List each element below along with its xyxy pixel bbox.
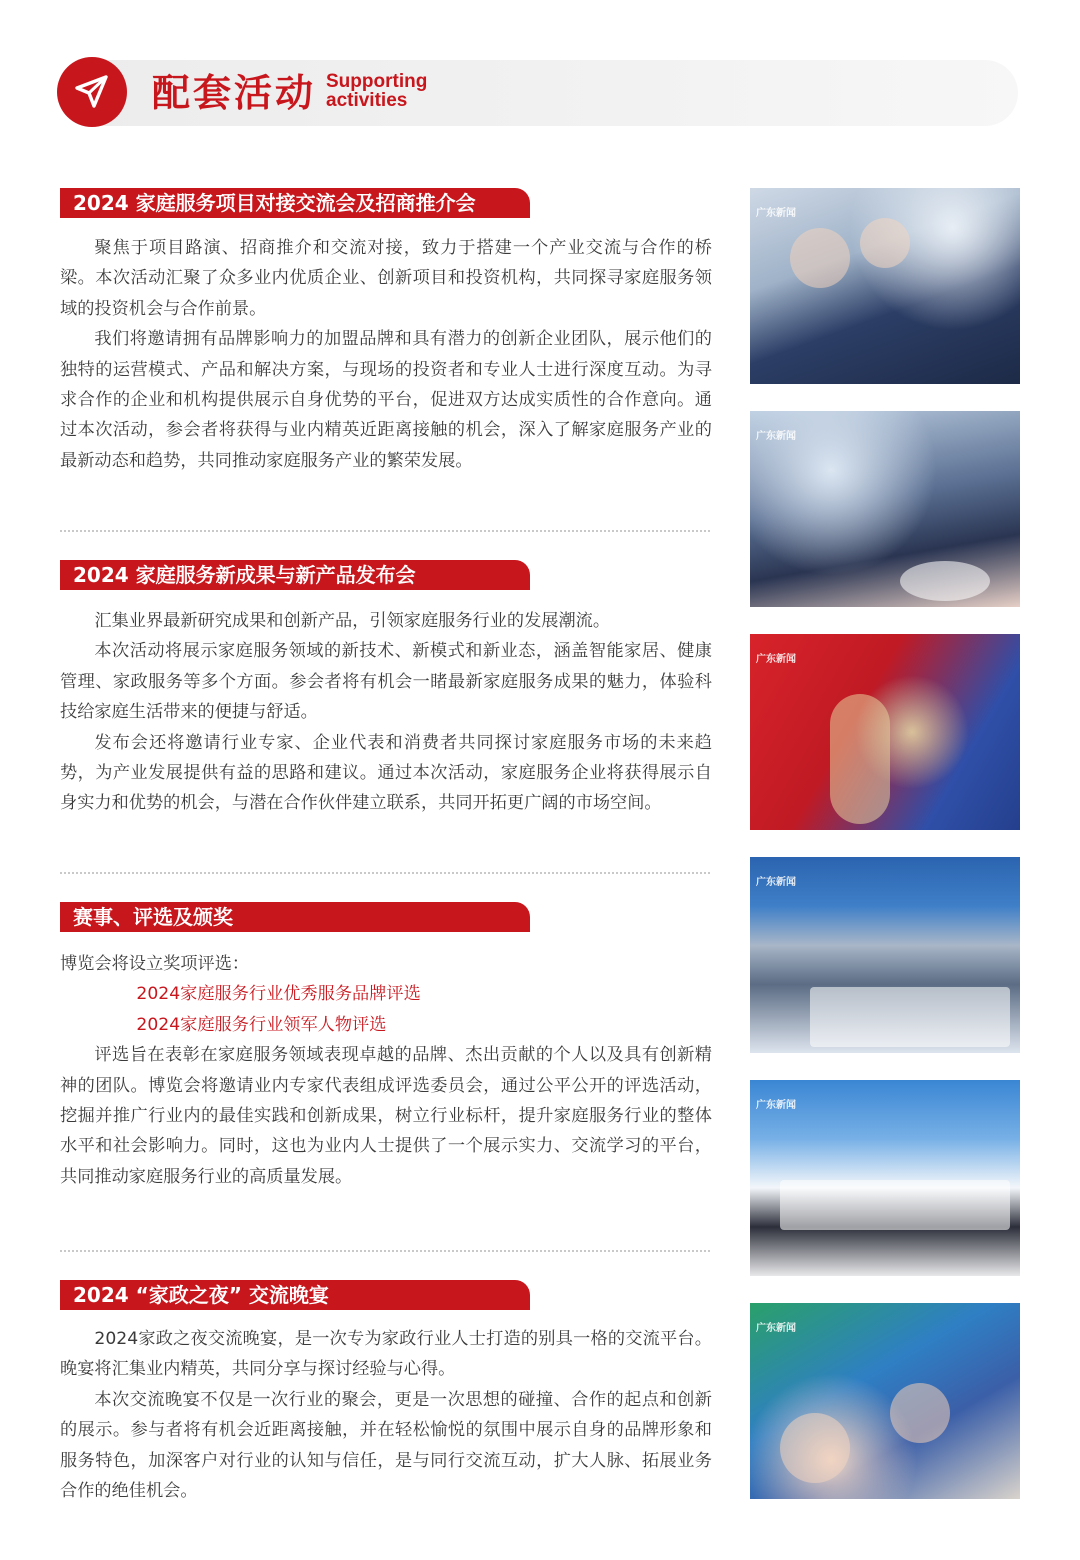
header-badge	[57, 57, 127, 127]
section-body-gala-dinner	[60, 1324, 712, 1506]
page-title: 配套活动	[152, 71, 317, 115]
paper-plane-icon	[71, 71, 113, 113]
photo-watermark: 广东新闻	[756, 431, 796, 442]
table-cloth	[810, 987, 1010, 1047]
event-photo-selfies	[750, 1303, 1020, 1499]
section-title-product-launch: 2024 家庭服务新成果与新产品发布会	[60, 560, 530, 590]
paragraph: 聚焦于项目路演、招商推介和交流对接，致力于搭建一个产业交流与合作的桥梁。本次活动汇聚了众多业内优质企业、创新项目和投资机构，共同探寻家庭服务领域的投资机会与合作前景。	[60, 238, 712, 319]
awards-intro: 博览会将设立奖项评选：	[60, 954, 250, 974]
section-title-gala-dinner: 2024 “家政之夜” 交流晚宴	[60, 1280, 530, 1310]
paragraph: 本次活动将展示家庭服务领域的新技术、新模式和新业态，涵盖智能家居、健康管理、家政服务等多个方面。参会者将有机会一睹最新家庭服务成果的魅力，体验科技给家庭生活带来的便捷与舒适。	[60, 641, 712, 723]
section-body-awards	[60, 949, 712, 1192]
event-photo-forum	[750, 1080, 1020, 1276]
event-photo-ceremony	[750, 634, 1020, 830]
paragraph: 发布会还将邀请行业专家、企业代表和消费者共同探讨家庭服务市场的未来趋势，为产业发展提供有益的思路和建议。通过本次活动，家庭服务企业将获得展示自身实力和优势的机会，与潜在合作伙伴建立联系，共同开拓更广阔的市场空间。	[60, 732, 712, 814]
photo-watermark: 广东新闻	[756, 877, 796, 888]
paragraph: 我们将邀请拥有品牌影响力的加盟品牌和具有潜力的创新企业团队，展示他们的独特的运营模式、产品和解决方案，与现场的投资者和专业人士进行深度互动。为寻求合作的企业和机构提供展示自身优势的平台，促进双方达成实质性的合作意向。通过本次活动，参会者将获得与业内精英近距离接触的机会，深入了解家庭服务产业的最新动态和趋势，共同推动家庭服务产业的繁荣发展。	[60, 329, 712, 471]
award-item: 2024家庭服务行业优秀服务品牌评选	[136, 984, 421, 1005]
event-photo-audience	[750, 857, 1020, 1053]
section-title-project-matching: 2024 家庭服务项目对接交流会及招商推介会	[60, 188, 530, 218]
page-subtitle-line2: activities	[326, 90, 408, 111]
award-item: 2024家庭服务行业领军人物评选	[136, 1014, 387, 1035]
person-silhouette	[890, 1383, 950, 1443]
page-subtitle-line1: Supporting	[326, 71, 428, 92]
event-photo-networking	[750, 188, 1020, 384]
photo-watermark: 广东新闻	[756, 208, 796, 219]
section-divider	[60, 1250, 710, 1252]
paragraph: 评选旨在表彰在家庭服务领域表现卓越的品牌、杰出贡献的个人以及具有创新精神的团队。博览会将邀请业内专家代表组成评选委员会，通过公平公开的评选活动，挖掘并推广行业内的最佳实践和创新成果，树立行业标杆，提升家庭服务行业的整体水平和社会影响力。同时，这也为业内人士提供了一个展示实力、交流学习的平台，共同推动家庭服务行业的高质量发展。	[60, 1045, 712, 1187]
photo-watermark: 广东新闻	[756, 1323, 796, 1334]
event-photo-crowd	[750, 411, 1020, 607]
photo-watermark: 广东新闻	[756, 654, 796, 665]
section-body-project-matching	[60, 233, 712, 476]
section-divider	[60, 872, 710, 874]
person-silhouette	[830, 694, 890, 824]
page-subtitle	[326, 72, 486, 110]
person-silhouette	[790, 228, 850, 288]
paragraph: 本次交流晚宴不仅是一次行业的聚会，更是一次思想的碰撞、合作的起点和创新的展示。参与者将有机会近距离接触，并在轻松愉悦的氛围中展示自身的品牌形象和服务特色，加深客户对行业的认知与信任，是与同行交流互动，扩大人脉、拓展业务合作的绝佳机会。	[60, 1389, 712, 1502]
person-silhouette	[860, 218, 910, 268]
section-body-product-launch	[60, 606, 712, 819]
paragraph: 2024家政之夜交流晚宴，是一次专为家政行业人士打造的别具一格的交流平台。晚宴将汇集业内精英，共同分享与探讨经验与心得。	[60, 1329, 712, 1380]
section-title-awards: 赛事、评选及颁奖	[60, 902, 530, 932]
table-display	[900, 561, 990, 601]
section-divider	[60, 530, 710, 532]
seating-row	[780, 1180, 1010, 1230]
photo-watermark: 广东新闻	[756, 1100, 796, 1111]
person-silhouette	[780, 1413, 850, 1483]
paragraph: 汇集业界最新研究成果和创新产品，引领家庭服务行业的发展潮流。	[94, 611, 611, 631]
